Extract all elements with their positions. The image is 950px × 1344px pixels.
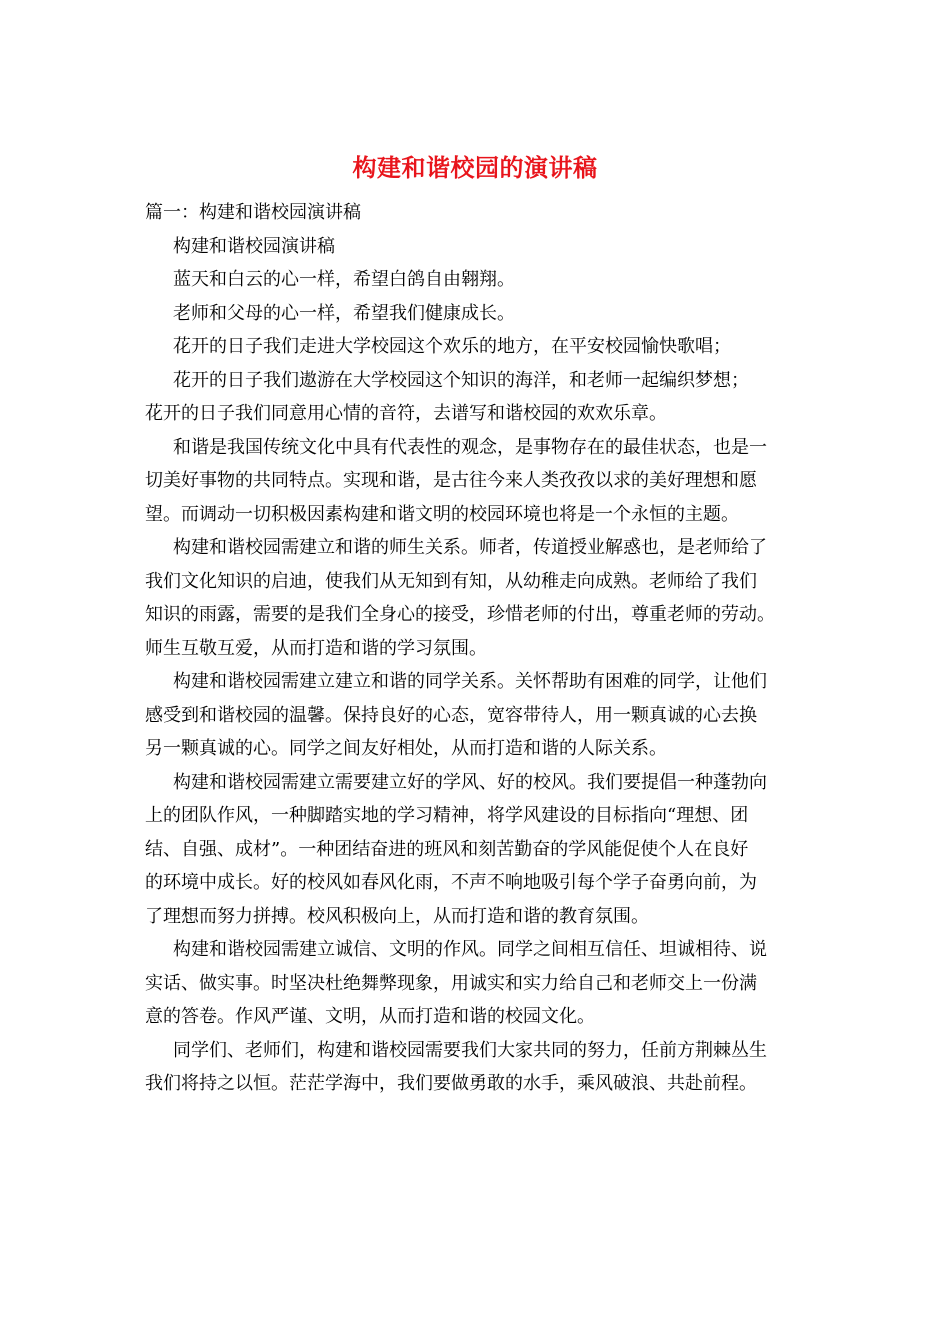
text-line: 我们文化知识的启迪，使我们从无知到有知，从幼稚走向成熟。老师给了我们 bbox=[145, 570, 757, 592]
text-line: 构建和谐校园需建立需要建立好的学风、好的校风。我们要提倡一种蓬勃向 bbox=[173, 771, 767, 793]
text-line: 知识的雨露，需要的是我们全身心的接受，珍惜老师的付出，尊重老师的劳动。 bbox=[145, 604, 775, 625]
text-line: 花开的日子我们遨游在大学校园这个知识的海洋，和老师一起编织梦想； bbox=[173, 369, 749, 391]
text-line: 切美好事物的共同特点。实现和谐，是古往今来人类孜孜以求的美好理想和愿 bbox=[145, 470, 757, 491]
text-line: 篇一：构建和谐校园演讲稿 bbox=[145, 202, 361, 223]
text-line: 花开的日子我们同意用心情的音符，去谱写和谐校园的欢欢乐章。 bbox=[145, 403, 667, 424]
text-line: 构建和谐校园需建立和谐的师生关系。师者，传道授业解惑也，是老师给了 bbox=[173, 537, 767, 558]
text-line: 的环境中成长。好的校风如春风化雨，不声不响地吸引每个学子奋勇向前，为 bbox=[145, 872, 757, 893]
document-title: 构建和谐校园的演讲稿 bbox=[352, 153, 598, 182]
text-line: 实话、做实事。时坚决杜绝舞弊现象，用诚实和实力给自己和老师交上一份满 bbox=[145, 972, 757, 994]
text-line: 老师和父母的心一样，希望我们健康成长。 bbox=[173, 302, 515, 324]
text-line: 同学们、老师们，构建和谐校园需要我们大家共同的努力，任前方荆棘丛生 bbox=[173, 1039, 767, 1061]
text-line: 构建和谐校园需建立建立和谐的同学关系。关怀帮助有困难的同学，让他们 bbox=[173, 671, 767, 692]
text-line: 另一颗真诚的心。同学之间友好相处，从而打造和谐的人际关系。 bbox=[145, 738, 667, 759]
text-line: 我们将持之以恒。茫茫学海中，我们要做勇敢的水手，乘风破浪、共赴前程。 bbox=[145, 1073, 757, 1094]
text-line: 构建和谐校园演讲稿 bbox=[173, 235, 335, 257]
text-line: 意的答卷。作风严谨、文明，从而打造和谐的校园文化。 bbox=[145, 1006, 595, 1027]
text-line: 花开的日子我们走进大学校园这个欢乐的地方，在平安校园愉快歌唱； bbox=[173, 336, 731, 357]
text-line: 师生互敬互爱，从而打造和谐的学习氛围。 bbox=[145, 637, 487, 659]
text-line: 望。而调动一切积极因素构建和谐文明的校园环境也将是一个永恒的主题。 bbox=[145, 503, 739, 525]
text-line: 结、自强、成材”。一种团结奋进的班风和刻苦勤奋的学风能促使个人在良好 bbox=[145, 838, 749, 860]
text-line: 了理想而努力拼搏。校风积极向上，从而打造和谐的教育氛围。 bbox=[145, 905, 649, 927]
text-line: 上的团队作风，一种脚踏实地的学习精神，将学风建设的目标指向“理想、团 bbox=[145, 805, 749, 826]
document-body bbox=[145, 196, 809, 1101]
text-line: 感受到和谐校园的温馨。保持良好的心态，宽容带待人，用一颗真诚的心去换 bbox=[145, 704, 757, 726]
text-line: 构建和谐校园需建立诚信、文明的作风。同学之间相互信任、坦诚相待、说 bbox=[173, 939, 767, 960]
text-line: 蓝天和白云的心一样，希望白鸽自由翱翔。 bbox=[173, 269, 515, 290]
text-line: 和谐是我国传统文化中具有代表性的观念，是事物存在的最佳状态，也是一 bbox=[173, 436, 767, 458]
